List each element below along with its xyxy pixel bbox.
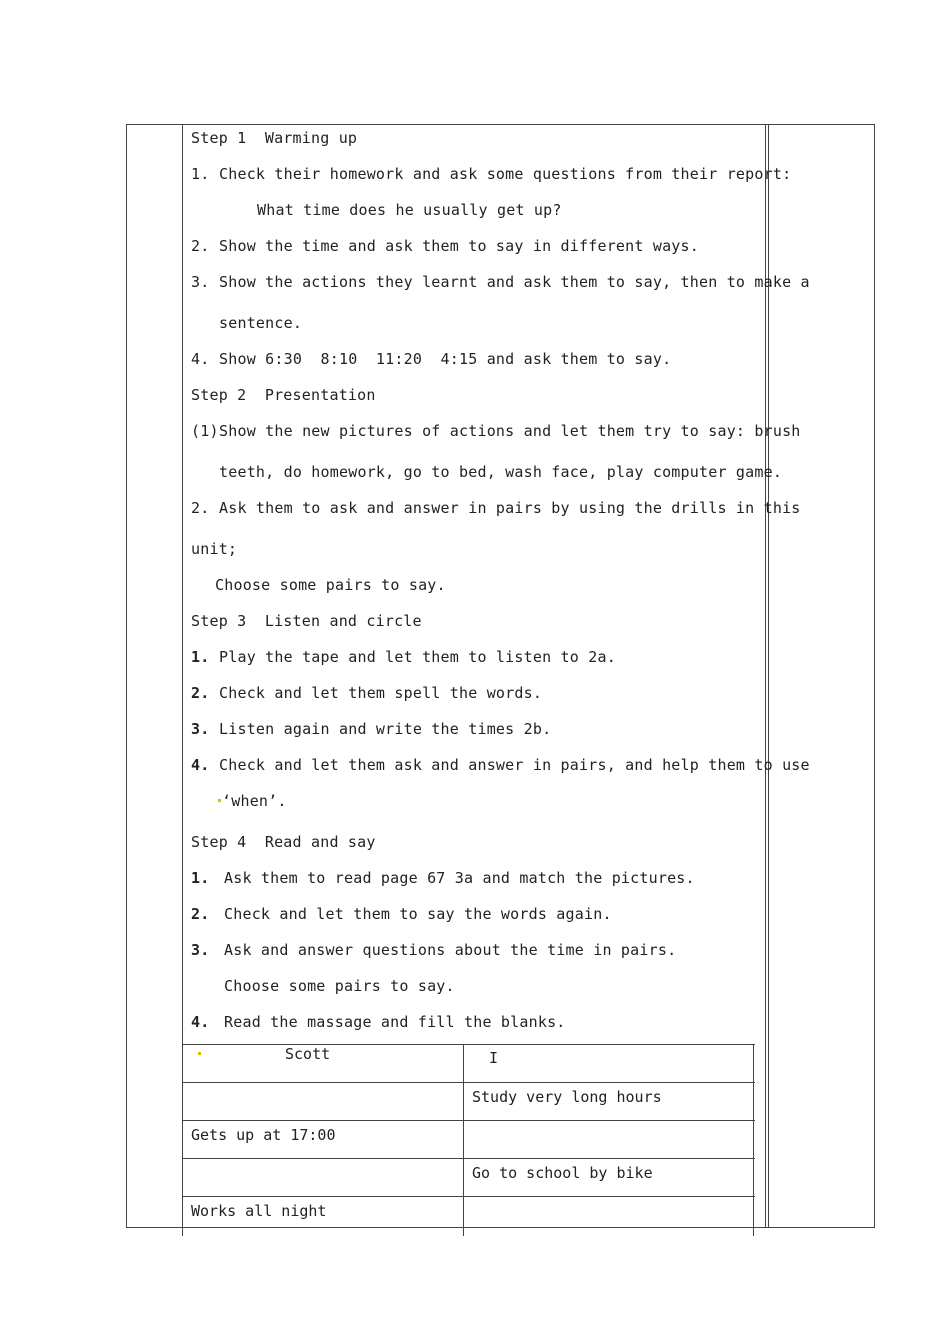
table-col-line [182, 1044, 183, 1236]
step2-item: unit; [191, 540, 238, 558]
scan-speck [218, 799, 221, 802]
step4-item: 4. Read the massage and fill the blanks. [191, 1013, 566, 1031]
step4-item: 2. Check and let them to say the words again. [191, 905, 612, 923]
step4-item: 3. Ask and answer questions about the time in pairs. [191, 941, 677, 959]
table-rule [182, 1082, 755, 1083]
table-rule [182, 1158, 755, 1159]
step3-item: 3. Listen again and write the times 2b. [191, 720, 552, 738]
table-rule [182, 1120, 755, 1121]
step1-title: Step 1 Warming up [191, 129, 358, 147]
table-cell: Go to school by bike [472, 1164, 653, 1182]
table-header-i: I [489, 1049, 499, 1067]
step3-title: Step 3 Listen and circle [191, 612, 422, 630]
table-cell: Works all night [191, 1202, 327, 1220]
step2-item: 2. Ask them to ask and answer in pairs by using the drills in this [191, 499, 801, 517]
step1-item: 1. Check their homework and ask some questions from their report: [191, 165, 792, 183]
step1-item: 3. Show the actions they learnt and ask them to say, then to make a [191, 273, 810, 291]
step2-title: Step 2 Presentation [191, 386, 376, 404]
table-col-line [753, 1044, 754, 1236]
table-cell: Study very long hours [472, 1088, 662, 1106]
step1-item: sentence. [219, 314, 303, 332]
step3-item: 1. Play the tape and let them to listen to 2a. [191, 648, 616, 666]
step1-item: 2. Show the time and ask them to say in different ways. [191, 237, 699, 255]
table-rule [182, 1196, 755, 1197]
table-rule [182, 1044, 755, 1045]
step1-item: What time does he usually get up? [257, 201, 562, 219]
step2-item: teeth, do homework, go to bed, wash face, play computer game. [219, 463, 783, 481]
step2-item: Choose some pairs to say. [215, 576, 446, 594]
step1-item: 4. Show 6:30 8:10 11:20 4:15 and ask them to say. [191, 350, 672, 368]
step3-item: 4. Check and let them ask and answer in pairs, and help them to use [191, 756, 810, 774]
step4-item: Choose some pairs to say. [224, 977, 455, 995]
table-header-scott: Scott [285, 1045, 331, 1063]
table-cell: Gets up at 17:00 [191, 1126, 336, 1144]
step3-item: ‘when’. [217, 792, 287, 810]
step4-item: 1. Ask them to read page 67 3a and match the pictures. [191, 869, 695, 887]
table-col-line [463, 1044, 464, 1236]
step3-item: 2. Check and let them spell the words. [191, 684, 543, 702]
step2-item: (1)Show the new pictures of actions and let them try to say: brush [191, 422, 801, 440]
scan-speck [197, 1045, 202, 1063]
step4-title: Step 4 Read and say [191, 833, 376, 851]
